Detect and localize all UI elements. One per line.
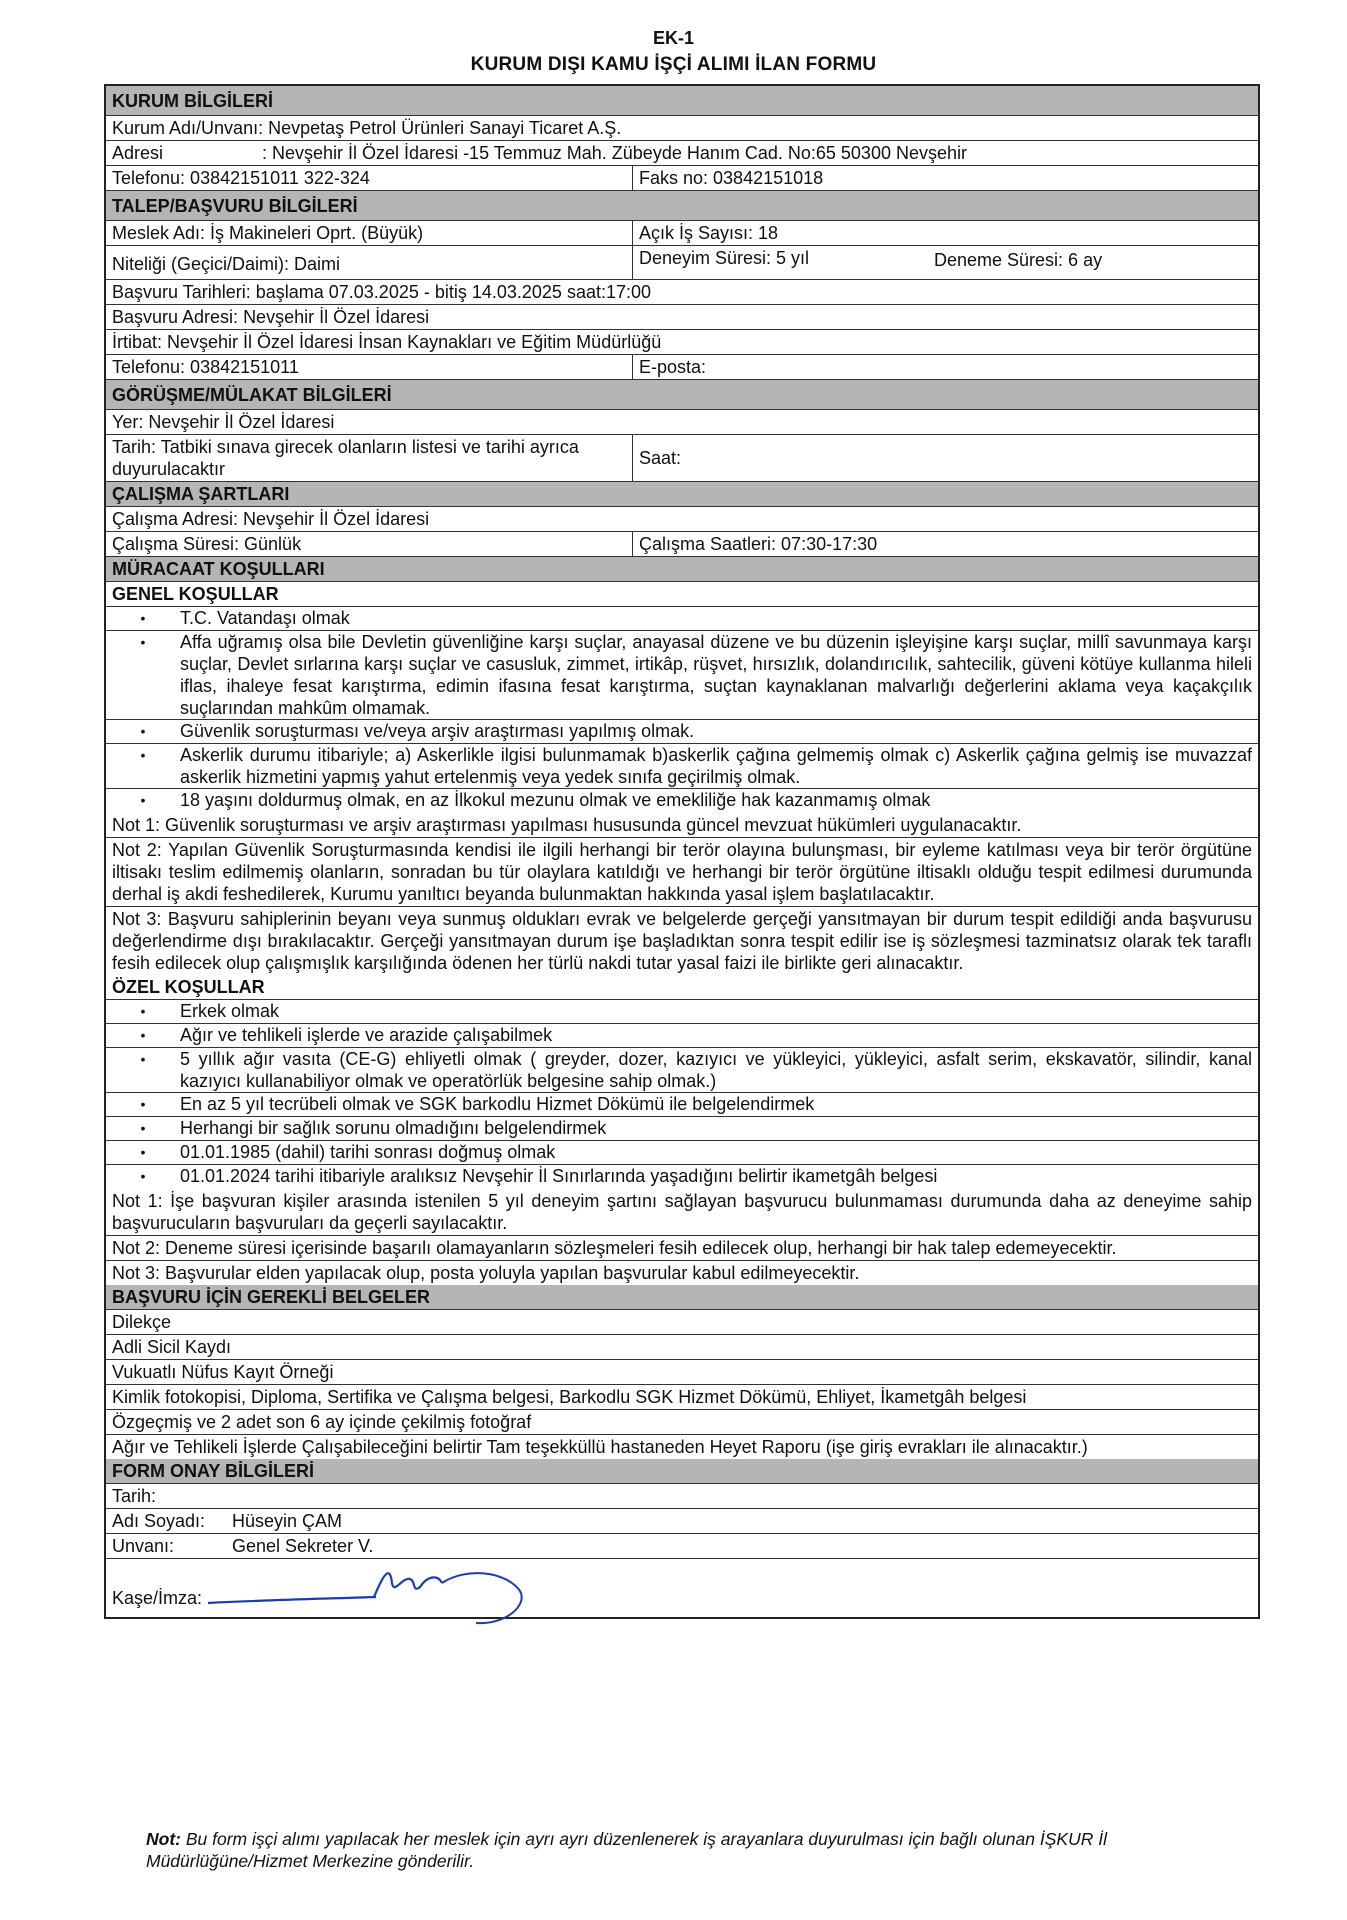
onay-kase-label: Kaşe/İmza: — [112, 1588, 203, 1608]
section-talep — [106, 191, 1258, 221]
belge-item: Ağır ve Tehlikeli İşlerde Çalışabileceğini belirtir Tam teşekküllü hastaneden Heyet Raporu (işe giriş evrakları ile alınacaktır.) — [112, 1437, 1088, 1457]
section-belgeler — [106, 1285, 1258, 1310]
footer-note-text: Bu form işçi alımı yapılacak her meslek için ayrı ayrı düzenlenerek iş arayanlara duyurulması için bağlı olunan İŞKUR İl Müdürlüğüne/Hizmet Merkezine gönderilir. — [146, 1829, 1107, 1871]
gorusme-tarih-row — [106, 435, 1258, 482]
calisma-saatleri: Çalışma Saatleri: 07:30-17:30 — [632, 532, 1258, 556]
section-calisma — [106, 482, 1258, 507]
section-gorusme — [106, 380, 1258, 410]
bullet-icon: • — [140, 610, 146, 626]
calisma-sure: Çalışma Süresi: Günlük — [112, 534, 302, 554]
bullet-text: Güvenlik soruşturması ve/veya arşiv araştırması yapılmış olmak. — [180, 721, 695, 741]
kurum-address-row — [106, 141, 1258, 166]
belge-item-row — [106, 1435, 1258, 1459]
footer-note — [146, 1828, 1206, 1872]
bullet-text: Askerlik durumu itibariyle; a) Askerlikle ilgisi bulunmamak b)askerlik çağına gelmemiş olmak c) Askerlik çağına gelmiş ise muvazzaf askerlik hizmetini yapmış yahut ertelenmiş veya yedek sınıfa geçirilmiş olmak. — [180, 745, 1252, 787]
address-label: Adresi — [112, 143, 164, 163]
onay-tarih: Tarih: — [112, 1486, 157, 1506]
deneyim-suresi: Deneyim Süresi: 5 yıl — [632, 246, 928, 279]
ozel-note: Not 3: Başvurular elden yapılacak olup, posta yoluyla yapılan başvurular kabul edilmeyecektir. — [112, 1263, 860, 1283]
genel-note-row — [106, 907, 1258, 975]
bullet-text: 5 yıllık ağır vasıta (CE-G) ehliyetli olmak ( greyder, dozer, kazıyıcı ve yükleyici, yükleyici, asfalt serim, ekskavatör, silindir, kanal kazıyıcı kullanabiliyor olmak ve operatörlük belgesine sahip olmak.) — [180, 1049, 1252, 1091]
nitelik-row — [106, 246, 1258, 280]
meslek-row — [106, 221, 1258, 246]
kurum-name: Kurum Adı/Unvanı: Nevpetaş Petrol Ürünleri Sanayi Ticaret A.Ş. — [112, 118, 622, 138]
belge-item: Özgeçmiş ve 2 adet son 6 ay içinde çekilmiş fotoğraf — [112, 1412, 532, 1432]
ozel-kosullar-title-row — [106, 975, 1258, 1000]
belge-item: Adli Sicil Kaydı — [112, 1337, 232, 1357]
belge-item-row — [106, 1410, 1258, 1435]
talep-contact-row — [106, 355, 1258, 380]
section-title: MÜRACAAT KOŞULLARI — [112, 559, 325, 579]
section-title: GÖRÜŞME/MÜLAKAT BİLGİLERİ — [112, 384, 392, 405]
bullet-text: Erkek olmak — [180, 1001, 280, 1021]
onay-tarih-row — [106, 1484, 1258, 1509]
kurum-fax: Faks no: 03842151018 — [632, 166, 1258, 190]
genel-note: Not 1: Güvenlik soruşturması ve arşiv araştırması yapılması hususunda güncel mevzuat hükümleri uygulanacaktır. — [112, 815, 1022, 835]
bullet-icon: • — [140, 1027, 146, 1043]
bullet-text: Ağır ve tehlikeli işlerde ve arazide çalışabilmek — [180, 1025, 553, 1045]
basvuru-tarihleri-row — [106, 280, 1258, 305]
section-onay — [106, 1459, 1258, 1484]
genel-note: Not 2: Yapılan Güvenlik Soruşturmasında kendisi ile ilgili herhangi bir terör olayına bulunşması, bir eyleme katılması veya bir terör örgütüne iltisakı teslim edilmemiş olanların, sonradan bu tür olaylara katıldığı ve herhangi bir terör örgütüne iltisaklı olduğu tespit edilmesi durumunda derhal iş akdi feshedilerek, Kurumu yanıltıcı beyanda bulunmaktan hakkında yasal işlem başlatılacaktır. — [112, 840, 1252, 904]
talep-phone: Telefonu: 03842151011 — [112, 357, 299, 377]
ozel-kosullar-title: ÖZEL KOŞULLAR — [112, 977, 265, 997]
bullet-text: 01.01.1985 (dahil) tarihi sonrası doğmuş olmak — [180, 1142, 556, 1162]
onay-kase-row — [106, 1559, 1258, 1617]
bullet-row — [106, 720, 1258, 744]
calisma-sure-row — [106, 532, 1258, 557]
bullet-icon: • — [140, 634, 146, 650]
genel-kosullar-title-row — [106, 582, 1258, 607]
bullet-row — [106, 607, 1258, 631]
basvuru-adresi-row — [106, 305, 1258, 330]
ozel-note: Not 1: İşe başvuran kişiler arasında istenilen 5 yıl deneyim şartını sağlayan başvurucu bulunmaması durumunda daha az deneyime sahip başvurucuların başvuruları da geçerli sayılacaktır. — [112, 1191, 1252, 1233]
bullet-row — [106, 744, 1258, 789]
ozel-note-row — [106, 1236, 1258, 1261]
bullet-row — [106, 631, 1258, 720]
bullet-icon: • — [140, 1096, 146, 1112]
application-form — [104, 84, 1260, 1619]
calisma-adres: Çalışma Adresi: Nevşehir İl Özel İdaresi — [112, 509, 430, 529]
address-value: : Nevşehir İl Özel İdaresi -15 Temmuz Mah. Zübeyde Hanım Cad. No:65 50300 Nevşehir — [262, 143, 967, 163]
ozel-note: Not 2: Deneme süresi içerisinde başarılı olamayanların sözleşmeleri fesih edilecek olup, herhangi bir hak talep edemeyecektir. — [112, 1238, 1117, 1258]
signature-mark — [206, 1553, 536, 1633]
bullet-icon: • — [140, 1120, 146, 1136]
kurum-phone: Telefonu: 03842151011 322-324 — [112, 168, 370, 188]
bullet-row — [106, 1048, 1258, 1093]
irtibat-row — [106, 330, 1258, 355]
section-title: BAŞVURU İÇİN GEREKLİ BELGELER — [112, 1287, 431, 1307]
bullet-text: Affa uğramış olsa bile Devletin güvenliğine karşı suçlar, anayasal düzene ve bu düzenin işleyişine karşı suçlar, millî savunmaya karşı suçlar, Devlet sırlarına karşı suçlar ve casusluk, zimmet, irtikâp, rüşvet, hırsızlık, dolandırıcılık, sahtecilik, güveni kötüye kullanma hileli iflas, ihaleye fesat karıştırma, edimin ifasına fesat karıştırma, suçtan kaynaklanan malvarlığı değerlerini aklama veya kaçakçılık suçlarından mahkûm olmamak. — [180, 632, 1252, 718]
section-title: ÇALIŞMA ŞARTLARI — [112, 484, 290, 504]
form-number: EK-1 — [652, 28, 694, 48]
genel-note: Not 3: Başvuru sahiplerinin beyanı veya sunmuş oldukları evrak ve belgelerde gerçeği yansıtmayan bir durum tespit edildiği anda başvurusu değerlendirme dışı bırakılacaktır. Gerçeği yansıtmayan durum işe başladıktan sonra tespit edilir ise iş sözleşmesi tazminatsız olarak tek taraflı fesih edilecek olup çalışmışlık karşılığında ödenen her türlü nakdi tutar yasal faizi ile birlikte geri alınacaktır. — [112, 909, 1252, 973]
kurum-contact-row — [106, 166, 1258, 191]
section-title: TALEP/BAŞVURU BİLGİLERİ — [112, 195, 358, 216]
basvuru-tarihleri: Başvuru Tarihleri: başlama 07.03.2025 - bitiş 14.03.2025 saat:17:00 — [112, 282, 652, 302]
belge-item: Vukuatlı Nüfus Kayıt Örneği — [112, 1362, 334, 1382]
ozel-note-row — [106, 1189, 1258, 1236]
bullet-text: T.C. Vatandaşı olmak — [180, 608, 350, 628]
onay-adi-label: Adı Soyadı: — [112, 1511, 206, 1531]
bullet-icon: • — [140, 792, 146, 808]
genel-note-row — [106, 838, 1258, 907]
belge-item: Kimlik fotokopisi, Diploma, Sertifika ve Çalışma belgesi, Barkodlu SGK Hizmet Dökümü, Ehliyet, İkametgâh belgesi — [112, 1387, 1027, 1407]
belge-item: Dilekçe — [112, 1312, 172, 1332]
onay-unvan-value: Genel Sekreter V. — [232, 1536, 374, 1556]
gorusme-yer: Yer: Nevşehir İl Özel İdaresi — [112, 412, 335, 432]
belge-item-row — [106, 1310, 1258, 1335]
gorusme-saat: Saat: — [632, 435, 1258, 481]
bullet-icon: • — [140, 1051, 146, 1067]
bullet-text: 01.01.2024 tarihi itibariyle aralıksız Nevşehir İl Sınırlarında yaşadığını belirtir ikametgâh belgesi — [180, 1166, 938, 1186]
form-title: KURUM DIŞI KAMU İŞÇİ ALIMI İLAN FORMU — [470, 54, 877, 75]
calisma-adres-row — [106, 507, 1258, 532]
genel-kosullar-title: GENEL KOŞULLAR — [112, 584, 279, 604]
belge-item-row — [106, 1385, 1258, 1410]
nitelik: Niteliği (Geçici/Daimi): Daimi — [112, 254, 341, 274]
section-kurum — [106, 86, 1258, 116]
onay-adi-row — [106, 1509, 1258, 1534]
genel-note-row — [106, 813, 1258, 838]
bullet-row — [106, 1165, 1258, 1189]
bullet-icon: • — [140, 723, 146, 739]
kurum-name-row — [106, 116, 1258, 141]
talep-email: E-posta: — [632, 355, 1258, 379]
section-title: KURUM BİLGİLERİ — [112, 90, 273, 111]
footer-note-label: Not: — [146, 1829, 181, 1849]
bullet-row — [106, 1093, 1258, 1117]
bullet-row — [106, 1000, 1258, 1024]
gorusme-yer-row — [106, 410, 1258, 435]
bullet-row — [106, 1024, 1258, 1048]
bullet-icon: • — [140, 1003, 146, 1019]
bullet-row — [106, 789, 1258, 813]
bullet-icon: • — [140, 1168, 146, 1184]
deneme-suresi: Deneme Süresi: 6 ay — [934, 250, 1103, 270]
bullet-text: Herhangi bir sağlık sorunu olmadığını belgelendirmek — [180, 1118, 607, 1138]
bullet-text: En az 5 yıl tecrübeli olmak ve SGK barkodlu Hizmet Dökümü ile belgelendirmek — [180, 1094, 815, 1114]
bullet-icon: • — [140, 1144, 146, 1160]
meslek-adi: Meslek Adı: İş Makineleri Oprt. (Büyük) — [112, 223, 424, 243]
belge-item-row — [106, 1360, 1258, 1385]
onay-unvan-label: Unvanı: — [112, 1536, 175, 1556]
acik-is-sayisi: Açık İş Sayısı: 18 — [632, 221, 1258, 245]
bullet-text: 18 yaşını doldurmuş olmak, en az İlkokul mezunu olmak ve emekliliğe hak kazanmamış olmak — [180, 790, 931, 810]
belge-item-row — [106, 1335, 1258, 1360]
bullet-icon: • — [140, 747, 146, 763]
onay-adi-value: Hüseyin ÇAM — [232, 1511, 343, 1531]
section-muracaat — [106, 557, 1258, 582]
ozel-note-row — [106, 1261, 1258, 1285]
bullet-row — [106, 1141, 1258, 1165]
section-title: FORM ONAY BİLGİLERİ — [112, 1461, 315, 1481]
bullet-row — [106, 1117, 1258, 1141]
irtibat: İrtibat: Nevşehir İl Özel İdaresi İnsan Kaynakları ve Eğitim Müdürlüğü — [112, 332, 662, 352]
gorusme-tarih: Tarih: Tatbiki sınava girecek olanların listesi ve tarihi ayrıca duyurulacaktır — [112, 437, 579, 479]
basvuru-adresi: Başvuru Adresi: Nevşehir İl Özel İdaresi — [112, 307, 430, 327]
